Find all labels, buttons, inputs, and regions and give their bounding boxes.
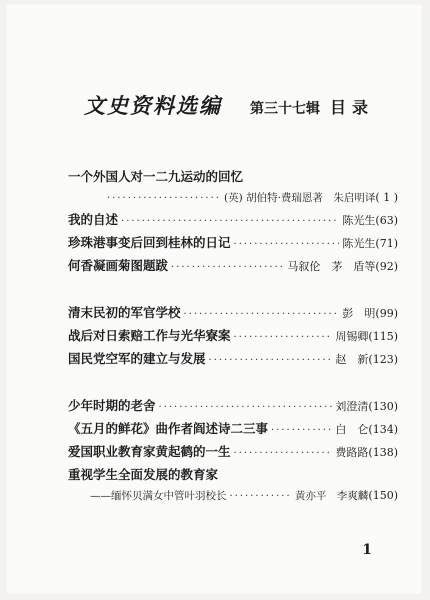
- leader-dots: [271, 420, 332, 441]
- toc-entry[interactable]: [68, 255, 398, 278]
- toc-entry[interactable]: [68, 302, 398, 325]
- entry-author: 彭 明: [342, 307, 376, 320]
- entry-author: 马叙伦 茅 盾等: [287, 260, 376, 273]
- entry-author: (英) 胡伯特·费瑞恩著 朱启明译: [224, 192, 376, 204]
- entry-title: 国民党空军的建立与发展: [68, 351, 206, 366]
- entry-page: (115): [368, 330, 398, 343]
- entry-subtitle: ——缅怀贝满女中管叶羽校长: [90, 490, 227, 502]
- entry-title: 一个外国人对一二九运动的回忆: [68, 169, 244, 184]
- toc-entry[interactable]: [68, 232, 398, 255]
- entry-title: 《五月的鲜花》曲作者阎述诗二三事: [68, 421, 269, 436]
- entry-author: 费路路: [335, 446, 369, 459]
- toc-entry[interactable]: [68, 166, 398, 209]
- toc-entry[interactable]: [68, 395, 398, 418]
- entry-author: 黄亦平 李爽麟: [294, 490, 369, 502]
- leader-dots: [171, 257, 284, 278]
- page-number: 1: [362, 542, 372, 558]
- leader-dots: [121, 211, 339, 232]
- document-page: [6, 4, 422, 594]
- entry-author: 白 仑: [335, 423, 369, 436]
- entry-title: 爱国职业教育家黄起鹤的一生: [68, 444, 231, 459]
- entry-title: 我的自述: [68, 212, 119, 227]
- entry-title: 重视学生全面发展的教育家: [68, 467, 219, 482]
- toc-entry[interactable]: [68, 348, 398, 371]
- entry-page: (63): [375, 214, 398, 227]
- toc-group: [68, 166, 398, 278]
- toc-entry[interactable]: [68, 325, 398, 348]
- entry-page: (150): [368, 489, 398, 502]
- entry-page: (92): [375, 260, 398, 273]
- leader-dots: [159, 397, 333, 418]
- leader-dots: [234, 327, 333, 348]
- leader-dots: [234, 234, 340, 255]
- volume-label: 第三十七辑: [250, 101, 320, 117]
- entry-page: (71): [375, 237, 398, 250]
- entry-title: 战后对日索赔工作与光华寮案: [68, 328, 231, 343]
- entry-page: ( 1 ): [375, 191, 398, 204]
- series-title: 文史资料选编: [84, 93, 222, 118]
- entry-author: 周锡卿: [335, 330, 369, 343]
- entry-page: (134): [368, 423, 398, 436]
- toc-heading: 目录: [330, 98, 375, 117]
- entry-page: (138): [368, 446, 398, 459]
- toc-entry[interactable]: [68, 441, 398, 464]
- toc-entry[interactable]: [68, 209, 398, 232]
- table-of-contents: [68, 166, 398, 531]
- leader-dots: [184, 304, 340, 325]
- entry-page: (99): [375, 307, 398, 320]
- entry-page: (130): [368, 400, 398, 413]
- entry-author: 陈光生: [342, 237, 376, 250]
- leader-dots: [234, 443, 333, 464]
- entry-author: 刘澄清: [335, 400, 369, 413]
- toc-group: [68, 395, 398, 507]
- toc-entry[interactable]: [68, 418, 398, 441]
- masthead: [84, 90, 402, 120]
- toc-group: [68, 302, 398, 371]
- entry-title: 珍珠港事变后回到桂林的日记: [68, 235, 231, 250]
- entry-title: 少年时期的老舍: [68, 398, 156, 413]
- entry-author: 陈光生: [342, 214, 376, 227]
- entry-title: 清末民初的军官学校: [68, 305, 181, 320]
- entry-author: 赵 新: [335, 353, 369, 366]
- leader-dots: [107, 188, 221, 209]
- entry-page: (123): [368, 353, 398, 366]
- leader-dots: [209, 350, 333, 371]
- entry-title: 何香凝画菊图题跋: [68, 258, 169, 273]
- leader-dots: [230, 486, 292, 507]
- toc-entry[interactable]: [68, 464, 398, 507]
